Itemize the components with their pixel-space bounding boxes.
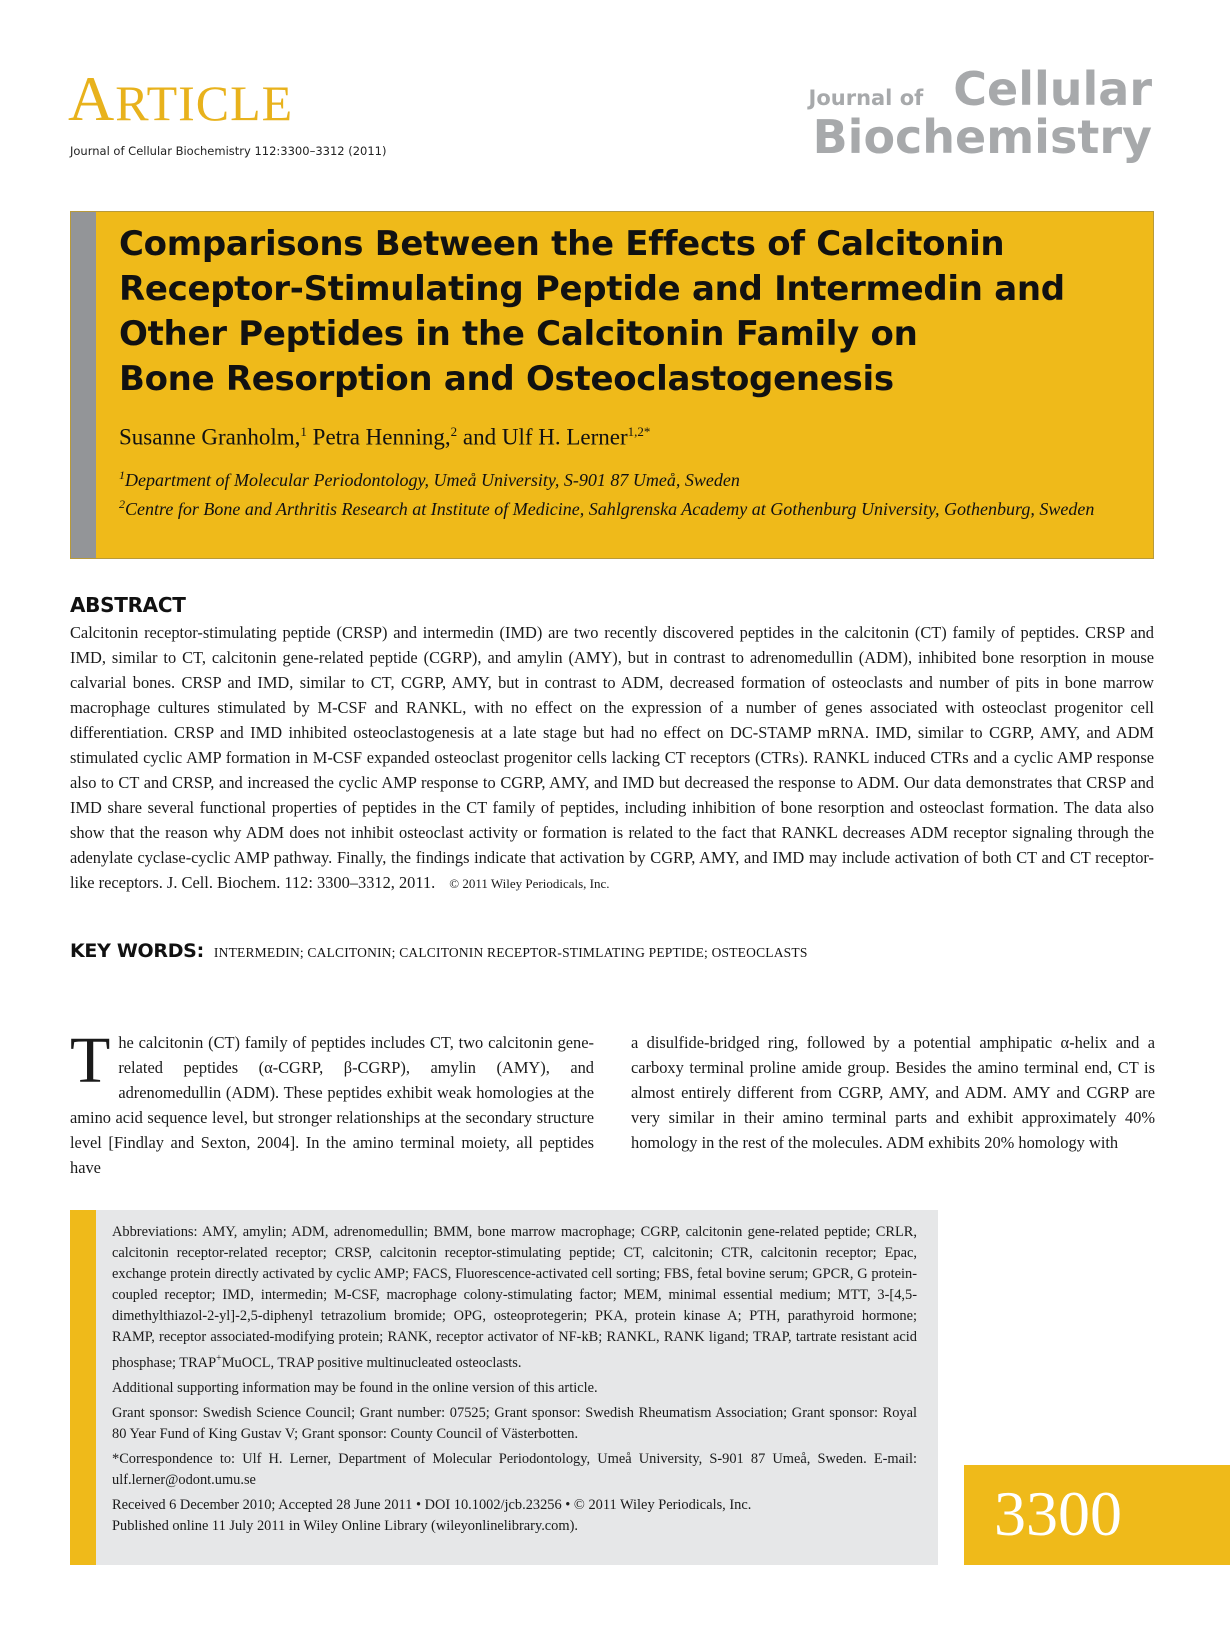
article-title xyxy=(119,222,1129,402)
author-affiliation-marker: 1,2* xyxy=(627,424,651,439)
abbreviations-sup: + xyxy=(216,1353,222,1364)
title-line: Receptor-Stimulating Peptide and Intermedin and xyxy=(119,269,1065,309)
abbreviations-text-end: MuOCL, TRAP positive multinucleated osteoclasts. xyxy=(221,1354,522,1371)
grant-info: Grant sponsor: Swedish Science Council; Grant number: 07525; Grant sponsor: Swedish Rheumatism Association; Grant sponsor: Royal 80 Year Fund of King Gustav V; Grant sponsor: County Council of Västerbotten. xyxy=(112,1404,917,1442)
abbreviations-text: Abbreviations: AMY, amylin; ADM, adrenomedullin; BMM, bone marrow macrophage; CGRP, calcitonin gene-related peptide; CRLR, calcitonin receptor-related receptor; CRSP, calcitonin receptor-stimulating peptide; CT, calcitonin; CTR, calcitonin receptor; Epac, exchange protein directly activated by cyclic AMP; FACS, Fluorescence-activated cell sorting; FBS, fetal bovine serum; GPCR, G protein-coupled receptor; IMD, intermedin; M-CSF, macrophage colony-stimulating factor; MEM, minimal essential medium; MTT, 3-[4,5-dimethylthiazol-2-yl]-2,5-diphenyl tetrazolium bromide; OPG, osteoprotegerin; PKA, protein kinase A; PTH, parathyroid hormone; RAMP, receptor associated-modifying protein; RANK, receptor activator of NF-kB; RANKL, RANK ligand; TRAP, tartrate resistant acid phosphase; TRAP xyxy=(112,1224,917,1371)
affiliation-marker: 2 xyxy=(119,497,125,511)
correspondence: *Correspondence to: Ulf H. Lerner, Department of Molecular Periodontology, Umeå University, S-901 87 Umeå, Sweden. E-mail: ulf.lerner@odont.umu.se xyxy=(112,1450,917,1488)
affiliation-text: Department of Molecular Periodontology, Umeå University, S-901 87 Umeå, Sweden xyxy=(125,470,740,490)
abstract-copyright: © 2011 Wiley Periodicals, Inc. xyxy=(449,876,610,891)
author-affiliation-marker: 1 xyxy=(300,424,307,439)
title-block xyxy=(70,211,1154,559)
author-name: Petra Henning, xyxy=(306,424,451,450)
title-line: Comparisons Between the Effects of Calcitonin xyxy=(119,224,1005,264)
abstract-heading: ABSTRACT xyxy=(70,593,186,617)
affiliation-1 xyxy=(119,463,1129,493)
body-column-right xyxy=(631,1030,1155,1155)
body-text-left: he calcitonin (CT) family of peptides includes CT, two calcitonin gene-related peptides (α-CGRP, β-CGRP), amylin (AMY), and adrenomedullin (ADM). These peptides exhibit weak homologies at the amino acid sequence level, but stronger relationships at the secondary structure level [Findlay and Sexton, 2004]. In the amino terminal moiety, all peptides have xyxy=(70,1033,594,1177)
abbreviations xyxy=(112,1222,917,1374)
drop-cap: T xyxy=(70,1024,111,1097)
supporting-info: Additional supporting information may be found in the online version of this article. xyxy=(112,1379,598,1396)
footnote-box xyxy=(70,1210,938,1565)
journal-logo xyxy=(808,62,1152,164)
received-info: Received 6 December 2010; Accepted 28 June 2011 • DOI 10.1002/jcb.23256 • © 2011 Wiley Periodicals, Inc. xyxy=(112,1496,752,1513)
author-name: and Ulf H. Lerner xyxy=(457,424,628,450)
author-name: Susanne Granholm, xyxy=(119,424,301,450)
article-label xyxy=(68,63,294,134)
footnote-content xyxy=(112,1222,917,1541)
page-number: 3300 xyxy=(994,1478,1122,1549)
logo-biochemistry: Biochemistry xyxy=(812,110,1152,164)
keywords-label: KEY WORDS: xyxy=(70,940,204,962)
body-column-left xyxy=(70,1024,594,1180)
author-list xyxy=(119,424,650,451)
affiliation-text: Centre for Bone and Arthritis Research at Institute of Medicine, Sahlgrenska Academy at Gothenburg University, Gothenburg, Sweden xyxy=(125,499,1095,519)
author-affiliation-marker: 2 xyxy=(450,424,458,439)
logo-journal-of: Journal of xyxy=(808,86,924,110)
affiliation-marker: 1 xyxy=(119,468,125,482)
title-line: Other Peptides in the Calcitonin Family on xyxy=(119,314,918,354)
title-line: Bone Resorption and Osteoclastogenesis xyxy=(119,359,894,399)
keywords xyxy=(70,940,808,962)
journal-citation: Journal of Cellular Biochemistry 112:3300–3312 (2011) xyxy=(70,144,387,158)
body-text-right: a disulfide-bridged ring, followed by a potential amphipatic α-helix and a carboxy terminal proline amide group. Besides the amino terminal end, CT is almost entirely different from CGRP, AMY, and ADM. AMY and CGRP are very similar in their amino terminal parts and exhibit approximately 40% homology in the rest of the molecules. ADM exhibits 20% homology with xyxy=(631,1033,1155,1152)
keywords-list: INTERMEDIN; CALCITONIN; CALCITONIN RECEPTOR-STIMLATING PEPTIDE; OSTEOCLASTS xyxy=(213,945,808,960)
abstract-body xyxy=(70,620,1154,896)
published-info: Published online 11 July 2011 in Wiley Online Library (wileyonlinelibrary.com). xyxy=(112,1517,578,1534)
abstract-text: Calcitonin receptor-stimulating peptide (CRSP) and intermedin (IMD) are two recently discovered peptides in the calcitonin (CT) family of peptides. CRSP and IMD, similar to CT, calcitonin gene-related peptide (CGRP), and amylin (AMY), but in contrast to adrenomedullin (ADM), inhibited bone resorption in mouse calvarial bones. CRSP and IMD, similar to CT, CGRP, AMY, but in contrast to ADM, decreased formation of osteoclasts and number of pits in bone marrow macrophage cultures stimulated by M-CSF and RANKL, with no effect on the expression of a number of genes associated with osteoclast progenitor cell differentiation. CRSP and IMD inhibited osteoclastogenesis at a late stage but had no effect on DC-STAMP mRNA. IMD, similar to CGRP, AMY, and ADM stimulated cyclic AMP formation in M-CSF expanded osteoclast progenitor cells lacking CT receptors (CTRs). RANKL induced CTRs and a cyclic AMP response also to CT and CRSP, and increased the cyclic AMP response to CGRP, AMY, and IMD but decreased the response to ADM. Our data demonstrates that CRSP and IMD share several functional properties of peptides in the CT family of peptides, including inhibition of bone resorption and osteoclast formation. The data also show that the reason why ADM does not inhibit osteoclast activity or formation is related to the fact that RANKL decreases ADM receptor signaling through the adenylate cyclase-cyclic AMP pathway. Finally, the findings indicate that activation by CGRP, AMY, and IMD may include activation of both CT and CT receptor-like receptors. J. Cell. Biochem. 112: 3300–3312, 2011. xyxy=(70,623,1154,892)
article-label-rest: RTICLE xyxy=(115,75,294,131)
article-label-first: A xyxy=(68,63,116,134)
page-number-box xyxy=(964,1465,1230,1565)
footnote-side-bar xyxy=(70,1210,96,1565)
title-side-bar xyxy=(71,212,96,558)
logo-cellular: Cellular xyxy=(953,62,1152,116)
affiliation-2 xyxy=(119,492,1129,522)
